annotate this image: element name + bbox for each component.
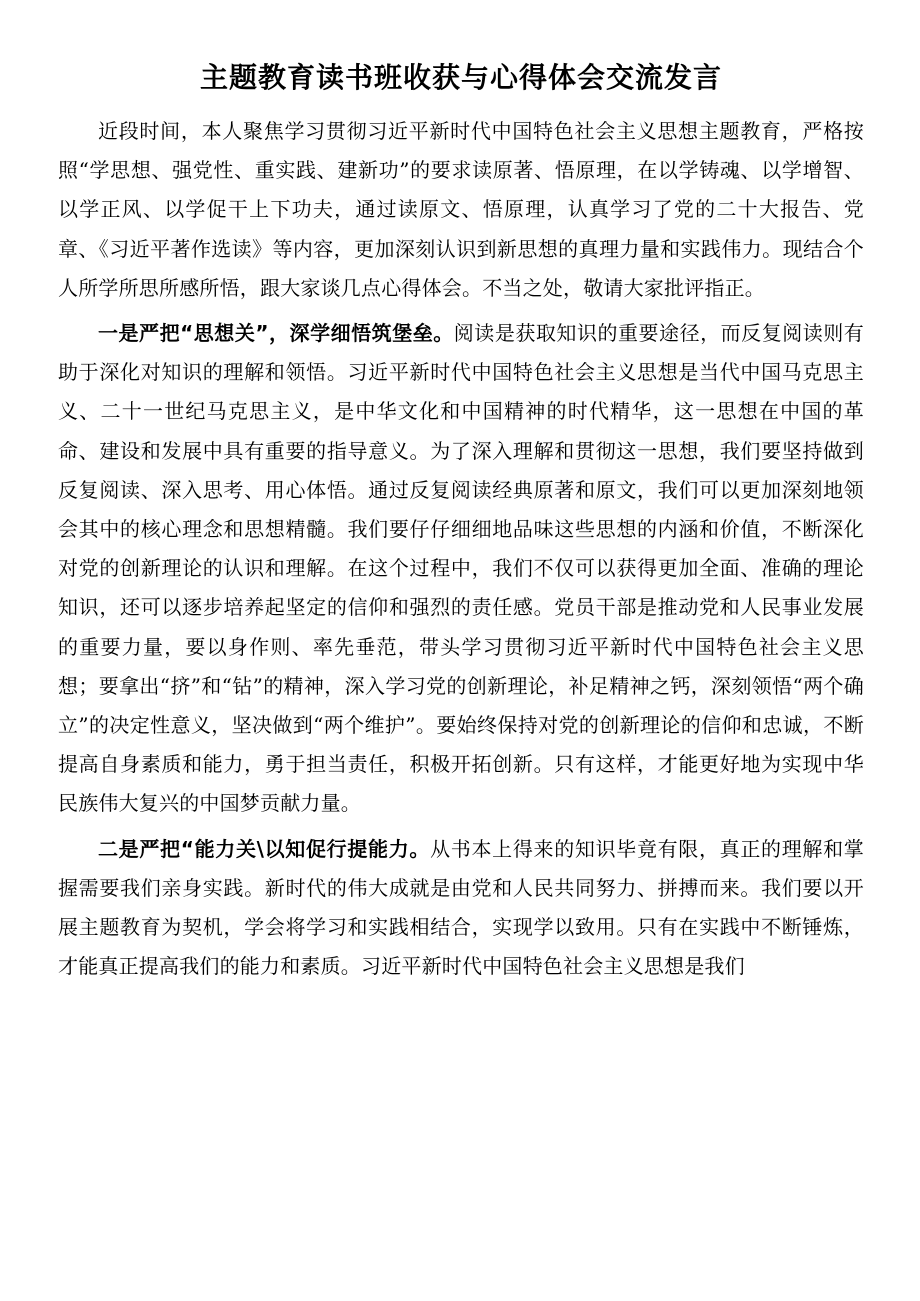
- paragraph-intro: [58, 112, 864, 308]
- paragraph-text: 近段时间，本人聚焦学习贯彻习近平新时代中国特色社会主义思想主题教育，严格按照“学思想、强党性、重实践、建新功”的要求读原著、悟原理，在以学铸魂、以学增智、以学正风、以学促干上下功夫，通过读原文、悟原理，认真学习了党的二十大报告、党章、《习近平著作选读》等内容，更加深刻认识到新思想的真理力量和实践伟力。现结合个人所学所思所感所悟，跟大家谈几点心得体会。不当之处，敬请大家批评指正。: [58, 119, 864, 300]
- paragraph-text: 从书本上得来的知识毕竟有限，真正的理解和掌握需要我们亲身实践。新时代的伟大成就是由党和人民共同努力、拼搏而来。我们要以开展主题教育为契机，学会将学习和实践相结合，实现学以致用。只有在实践中不断锤炼，才能真正提高我们的能力和素质。习近平新时代中国特色社会主义思想是我们: [58, 836, 864, 979]
- paragraph-text: 阅读是获取知识的重要途径，而反复阅读则有助于深化对知识的理解和领悟。习近平新时代中国特色社会主义思想是当代中国马克思主义、二十一世纪马克思主义，是中华文化和中国精神的时代精华，这一思想在中国的革命、建设和发展中具有重要的指导意义。为了深入理解和贯彻这一思想，我们要坚持做到反复阅读、深入思考、用心体悟。通过反复阅读经典原著和原文，我们可以更加深刻地领会其中的核心理念和思想精髓。我们要仔仔细细地品味这些思想的内涵和价值，不断深化对党的创新理论的认识和理解。在这个过程中，我们不仅可以获得更加全面、准确的理论知识，还可以逐步培养起坚定的信仰和强烈的责任感。党员干部是推动党和人民事业发展的重要力量，要以身作则、率先垂范，带头学习贯彻习近平新时代中国特色社会主义思想；要拿出“挤”和“钻”的精神，深入学习党的创新理论，补足精神之钙，深刻领悟“两个确立”的决定性意义，坚决做到“两个维护”。要始终保持对党的创新理论的信仰和忠诚，不断提高自身素质和能力，勇于担当责任，积极开拓创新。只有这样，才能更好地为实现中华民族伟大复兴的中国梦贡献力量。: [58, 321, 864, 816]
- paragraph-ability-gate: [58, 830, 864, 987]
- paragraph-thought-gate: [58, 314, 864, 824]
- document-title: 主题教育读书班收获与心得体会交流发言: [199, 61, 722, 94]
- paragraph-lead-heading: 一是严把“思想关”，深学细悟筑堡垒。: [98, 321, 454, 346]
- paragraph-lead-heading: 二是严把“能力关\以知促行提能力。: [98, 836, 431, 861]
